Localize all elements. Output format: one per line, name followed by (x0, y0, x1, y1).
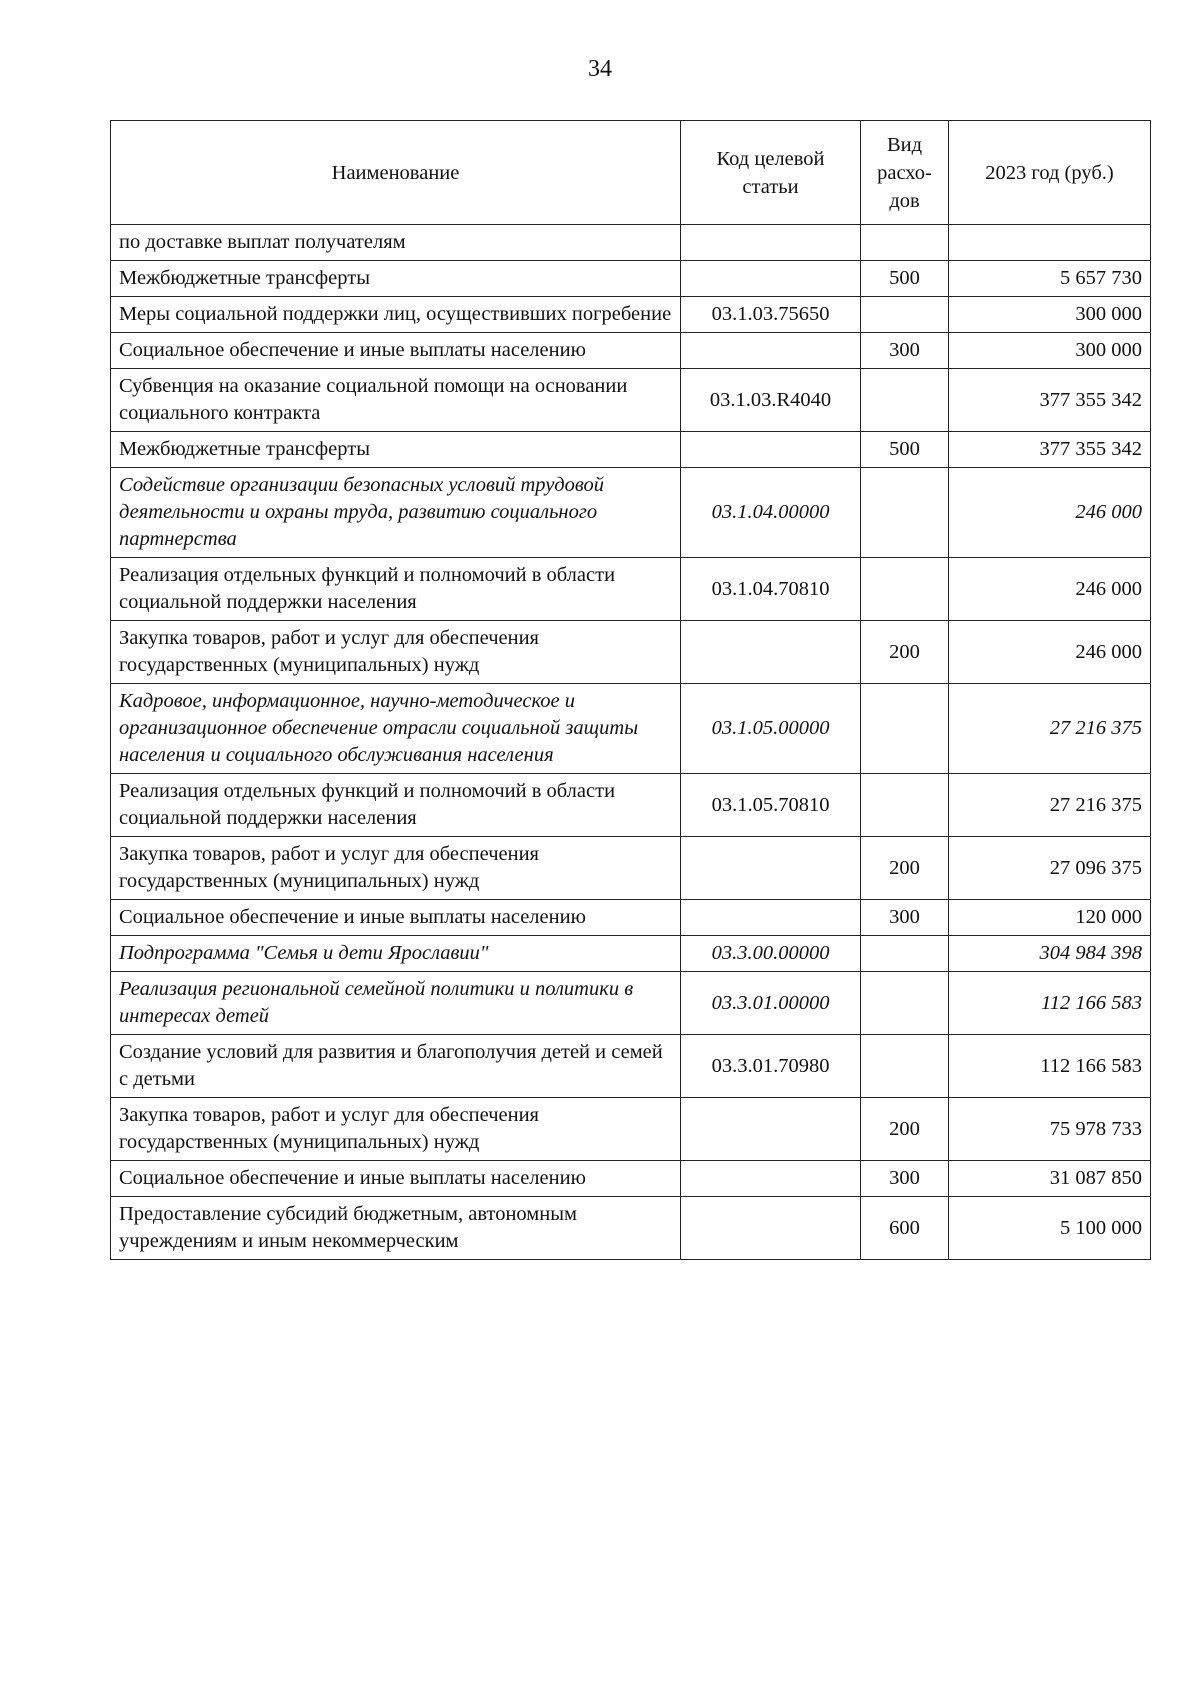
row-name-cell: Реализация отдельных функций и полномочий в области социальной поддержки населения (111, 774, 681, 837)
row-sum-cell (949, 225, 1151, 261)
row-code-cell (681, 1098, 861, 1161)
table-row (111, 1197, 1151, 1260)
row-sum-cell: 300 000 (949, 333, 1151, 369)
row-sum-cell: 112 166 583 (949, 972, 1151, 1035)
row-code-cell: 03.3.00.00000 (681, 936, 861, 972)
row-type-cell: 300 (861, 1161, 949, 1197)
row-sum-cell: 246 000 (949, 468, 1151, 558)
row-sum-cell: 75 978 733 (949, 1098, 1151, 1161)
row-code-cell (681, 900, 861, 936)
row-code-cell: 03.1.05.00000 (681, 684, 861, 774)
row-sum-cell: 31 087 850 (949, 1161, 1151, 1197)
row-code-cell: 03.1.03.75650 (681, 297, 861, 333)
table-row (111, 936, 1151, 972)
row-type-cell: 300 (861, 900, 949, 936)
row-type-cell (861, 936, 949, 972)
row-code-cell: 03.3.01.70980 (681, 1035, 861, 1098)
row-type-cell: 200 (861, 1098, 949, 1161)
table-row (111, 369, 1151, 432)
table-row (111, 900, 1151, 936)
table-row (111, 333, 1151, 369)
row-code-cell (681, 225, 861, 261)
row-code-cell: 03.1.04.00000 (681, 468, 861, 558)
row-type-cell: 500 (861, 432, 949, 468)
row-sum-cell: 377 355 342 (949, 432, 1151, 468)
row-sum-cell: 112 166 583 (949, 1035, 1151, 1098)
row-sum-cell: 300 000 (949, 297, 1151, 333)
table-row (111, 774, 1151, 837)
row-code-cell: 03.3.01.00000 (681, 972, 861, 1035)
row-code-cell (681, 261, 861, 297)
row-type-cell (861, 558, 949, 621)
row-code-cell (681, 621, 861, 684)
row-sum-cell: 377 355 342 (949, 369, 1151, 432)
row-name-cell: Кадровое, информационное, научно-методическое и организационное обеспечение отрасли социальной защиты населения и социального обслуживания населения (111, 684, 681, 774)
row-name-cell: Содействие организации безопасных условий трудовой деятельности и охраны труда, развитию социального партнерства (111, 468, 681, 558)
row-sum-cell: 27 216 375 (949, 774, 1151, 837)
row-type-cell (861, 684, 949, 774)
header-code: Код целевой статьи (681, 121, 861, 225)
row-name-cell: Реализация отдельных функций и полномочий в области социальной поддержки населения (111, 558, 681, 621)
header-name: Наименование (111, 121, 681, 225)
row-name-cell: Подпрограмма "Семья и дети Ярославии" (111, 936, 681, 972)
header-sum: 2023 год (руб.) (949, 121, 1151, 225)
page-number: 34 (588, 56, 612, 82)
row-type-cell (861, 972, 949, 1035)
row-sum-cell: 5 657 730 (949, 261, 1151, 297)
row-type-cell (861, 1035, 949, 1098)
row-code-cell: 03.1.04.70810 (681, 558, 861, 621)
table-row (111, 225, 1151, 261)
row-name-cell: Социальное обеспечение и иные выплаты населению (111, 333, 681, 369)
table-row (111, 837, 1151, 900)
row-code-cell (681, 333, 861, 369)
row-code-cell: 03.1.03.R4040 (681, 369, 861, 432)
row-name-cell: Субвенция на оказание социальной помощи на основании социального контракта (111, 369, 681, 432)
table-row (111, 558, 1151, 621)
row-type-cell: 500 (861, 261, 949, 297)
row-name-cell: Предоставление субсидий бюджетным, автономным учреждениям и иным некоммерческим (111, 1197, 681, 1260)
row-type-cell (861, 774, 949, 837)
row-code-cell (681, 1197, 861, 1260)
row-sum-cell: 246 000 (949, 621, 1151, 684)
row-type-cell: 200 (861, 837, 949, 900)
table-row (111, 261, 1151, 297)
row-sum-cell: 246 000 (949, 558, 1151, 621)
row-sum-cell: 27 216 375 (949, 684, 1151, 774)
row-name-cell: Межбюджетные трансферты (111, 432, 681, 468)
table-row (111, 1035, 1151, 1098)
row-code-cell (681, 432, 861, 468)
row-sum-cell: 27 096 375 (949, 837, 1151, 900)
row-name-cell: Создание условий для развития и благополучия детей и семей с детьми (111, 1035, 681, 1098)
table-row (111, 297, 1151, 333)
table-row (111, 432, 1151, 468)
row-name-cell: Реализация региональной семейной политики и политики в интересах детей (111, 972, 681, 1035)
row-type-cell (861, 297, 949, 333)
header-type: Вид расхо-дов (861, 121, 949, 225)
row-type-cell: 600 (861, 1197, 949, 1260)
row-name-cell: по доставке выплат получателям (111, 225, 681, 261)
row-name-cell: Межбюджетные трансферты (111, 261, 681, 297)
row-type-cell (861, 369, 949, 432)
row-sum-cell: 5 100 000 (949, 1197, 1151, 1260)
row-name-cell: Закупка товаров, работ и услуг для обеспечения государственных (муниципальных) нужд (111, 1098, 681, 1161)
table-row (111, 1098, 1151, 1161)
row-name-cell: Закупка товаров, работ и услуг для обеспечения государственных (муниципальных) нужд (111, 837, 681, 900)
table-row (111, 972, 1151, 1035)
row-type-cell: 200 (861, 621, 949, 684)
row-sum-cell: 304 984 398 (949, 936, 1151, 972)
table-row (111, 684, 1151, 774)
row-name-cell: Социальное обеспечение и иные выплаты населению (111, 900, 681, 936)
row-sum-cell: 120 000 (949, 900, 1151, 936)
row-name-cell: Закупка товаров, работ и услуг для обеспечения государственных (муниципальных) нужд (111, 621, 681, 684)
row-type-cell: 300 (861, 333, 949, 369)
row-name-cell: Меры социальной поддержки лиц, осуществивших погребение (111, 297, 681, 333)
budget-table (110, 120, 1151, 1260)
table-row (111, 1161, 1151, 1197)
row-name-cell: Социальное обеспечение и иные выплаты населению (111, 1161, 681, 1197)
row-code-cell: 03.1.05.70810 (681, 774, 861, 837)
table-header-row (111, 121, 1151, 225)
table-row (111, 468, 1151, 558)
row-type-cell (861, 468, 949, 558)
row-type-cell (861, 225, 949, 261)
row-code-cell (681, 837, 861, 900)
table-row (111, 621, 1151, 684)
row-code-cell (681, 1161, 861, 1197)
